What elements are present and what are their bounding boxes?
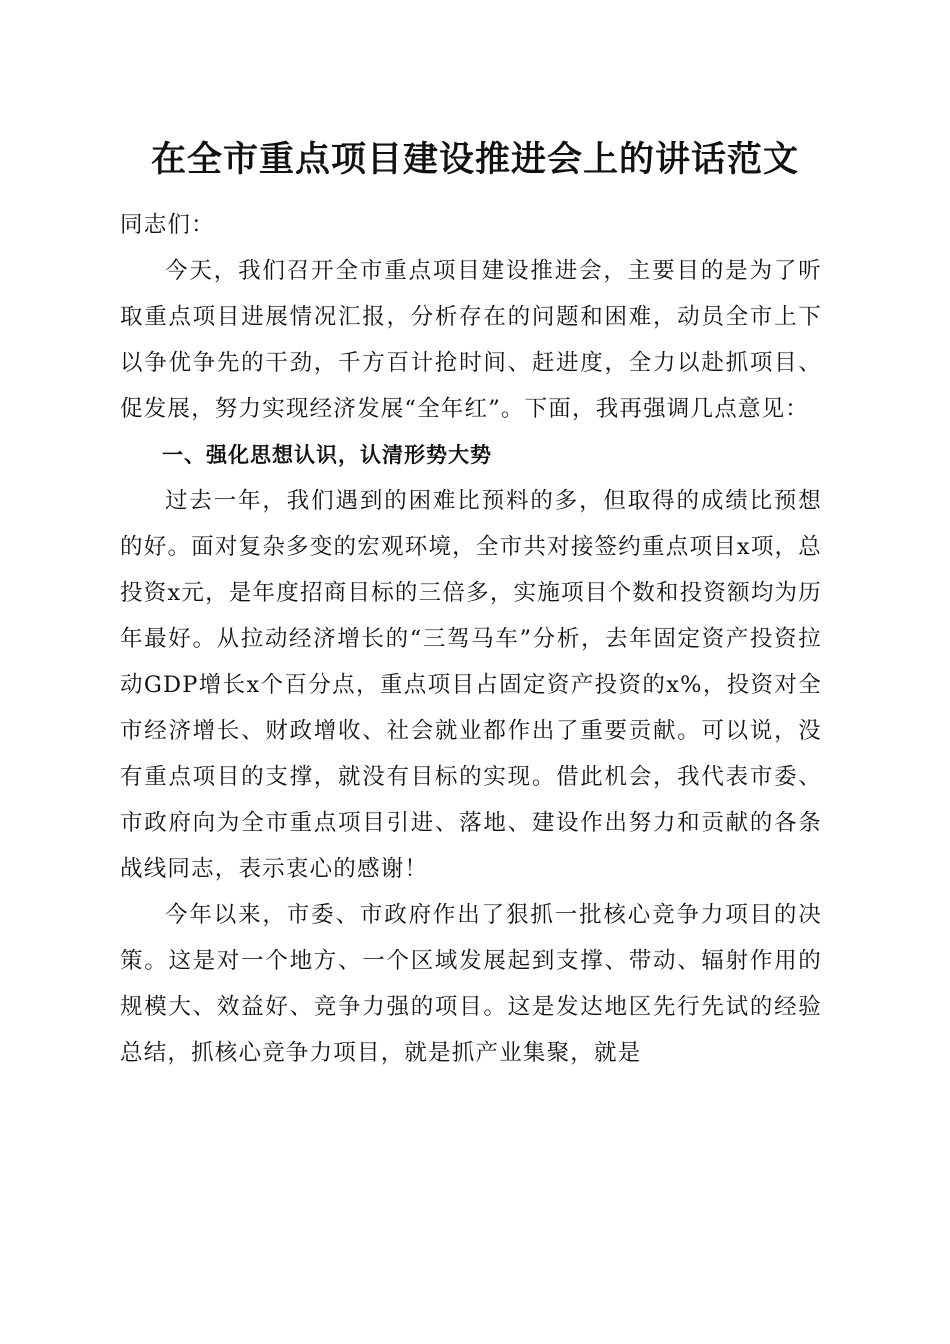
paragraph-intro: 今天，我们召开全市重点项目建设推进会，主要目的是为了听取重点项目进展情况汇报，分析存在的问题和困难，动员全市上下以争优争先的干劲，千方百计抢时间、赶进度，全力以赴抓项目、促发展，努力实现经济发展“全年红”。下面，我再强调几点意见： [120,258,822,422]
section-heading-1: 一、强化思想认识，认清形势大势 [162,443,492,467]
paragraph-past-year: 过去一年，我们遇到的困难比预料的多，但取得的成绩比预想的好。面对复杂多变的宏观环境，全市共对接签约重点项目x项，总投资x元，是年度招商目标的三倍多，实施项目个数和投资额均为历年最好。从拉动经济增长的“三驾马车”分析，去年固定资产投资拉动GDP增长x个百分点，重点项目占固定资产投资的x%，投资对全市经济增长、财政增收、社会就业都作出了重要贡献。可以说，没有重点项目的支撑，就没有目标的实现。借此机会，我代表市委、市政府向为全市重点项目引进、落地、建设作出努力和贡献的各条战线同志，表示衷心的感谢！ [120,488,822,882]
document-title: 在全市重点项目建设推进会上的讲话范文 [150,139,799,180]
salutation: 同志们： [120,212,215,238]
document-body [120,202,822,1076]
paragraph-this-year: 今年以来，市委、市政府作出了狠抓一批核心竞争力项目的决策。这是对一个地方、一个区域发展起到支撑、带动、辐射作用的规模大、效益好、竞争力强的项目。这是发达地区先行先试的经验总结，抓核心竞争力项目，就是抓产业集聚，就是 [120,902,822,1066]
